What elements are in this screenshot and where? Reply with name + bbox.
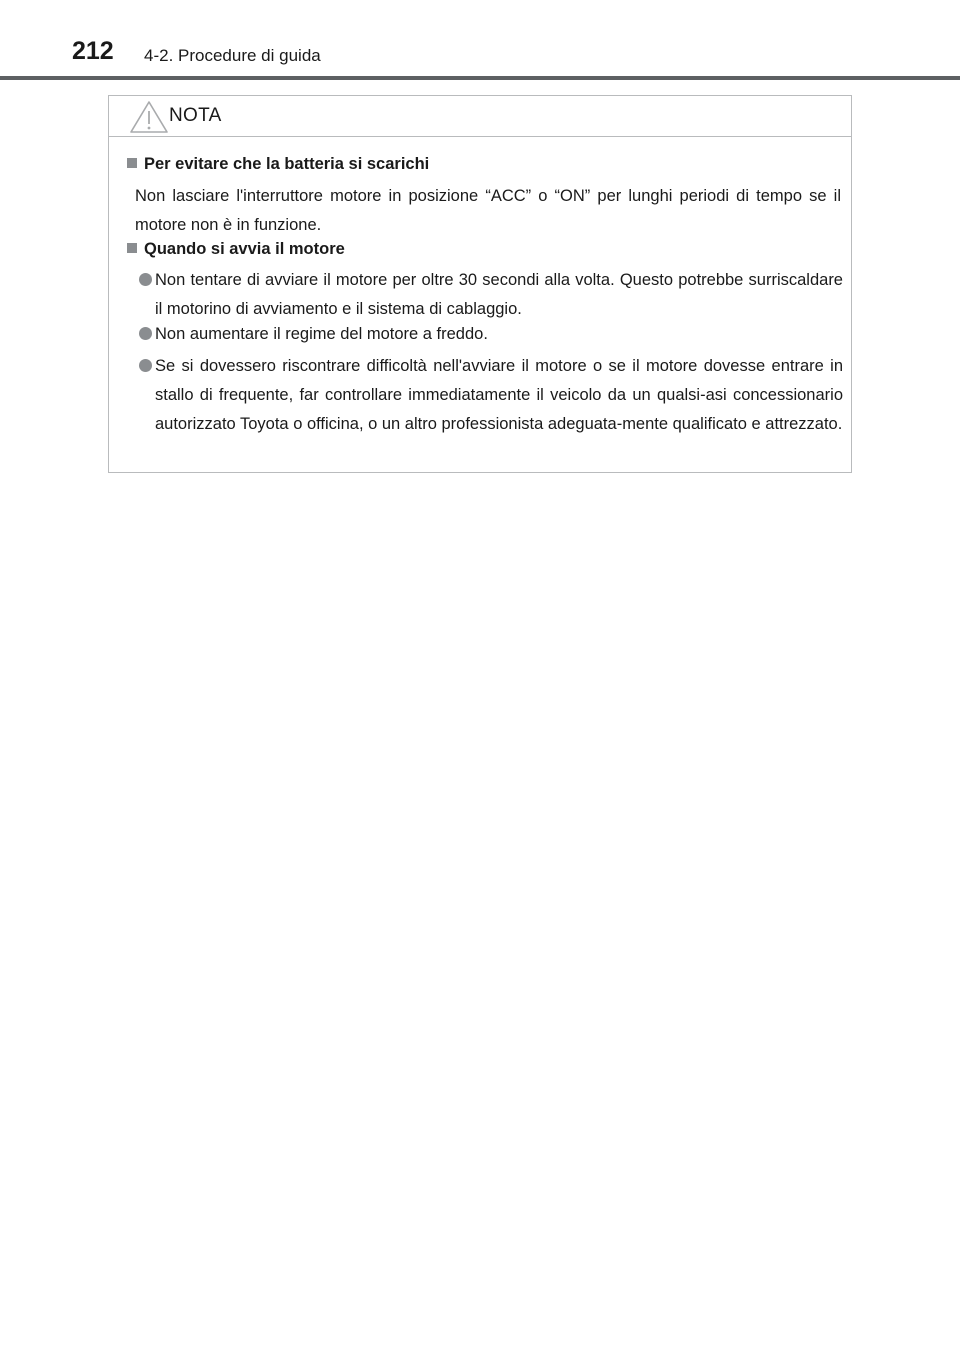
page-header: [0, 0, 960, 80]
nota-box: [108, 95, 852, 473]
list-item-text: Non tentare di avviare il motore per oltre 30 secondi alla volta. Questo potrebbe surriscaldare il motorino di avviamento e il sistema di cablaggio.: [155, 271, 843, 318]
battery-paragraph: Non lasciare l'interruttore motore in posizione “ACC” o “ON” per lunghi periodi di tempo se il motore non è in funzione.: [135, 187, 841, 234]
section-heading-battery: [127, 154, 429, 174]
round-bullet-icon: [139, 359, 152, 372]
list-item-text: Se si dovessero riscontrare difficoltà nell'avviare il motore o se il motore dovesse entrare in stallo di frequente, far controllare immediatamente il veicolo da un qualsi-asi concessionario autorizzato Toyota o officina, o un altro professionista adeguata-mente qualificato e attrezzato.: [155, 357, 843, 433]
header-rule: [0, 76, 960, 80]
list-item: [135, 352, 843, 439]
round-bullet-icon: [139, 327, 152, 340]
round-bullet-icon: [139, 273, 152, 286]
section-title: 4-2. Procedure di guida: [144, 46, 321, 65]
nota-label: NOTA: [169, 105, 222, 126]
section-heading-start: [127, 239, 345, 259]
section-heading-text: Quando si avvia il motore: [144, 240, 345, 258]
warning-triangle-icon: [129, 100, 169, 134]
nota-header: [109, 96, 851, 137]
page-number: 212: [72, 37, 114, 65]
list-item-text: Non aumentare il regime del motore a freddo.: [155, 325, 488, 343]
list-item: [135, 266, 843, 324]
list-item: [135, 320, 843, 349]
square-bullet-icon: [127, 158, 137, 168]
square-bullet-icon: [127, 243, 137, 253]
section-heading-text: Per evitare che la batteria si scarichi: [144, 155, 430, 173]
